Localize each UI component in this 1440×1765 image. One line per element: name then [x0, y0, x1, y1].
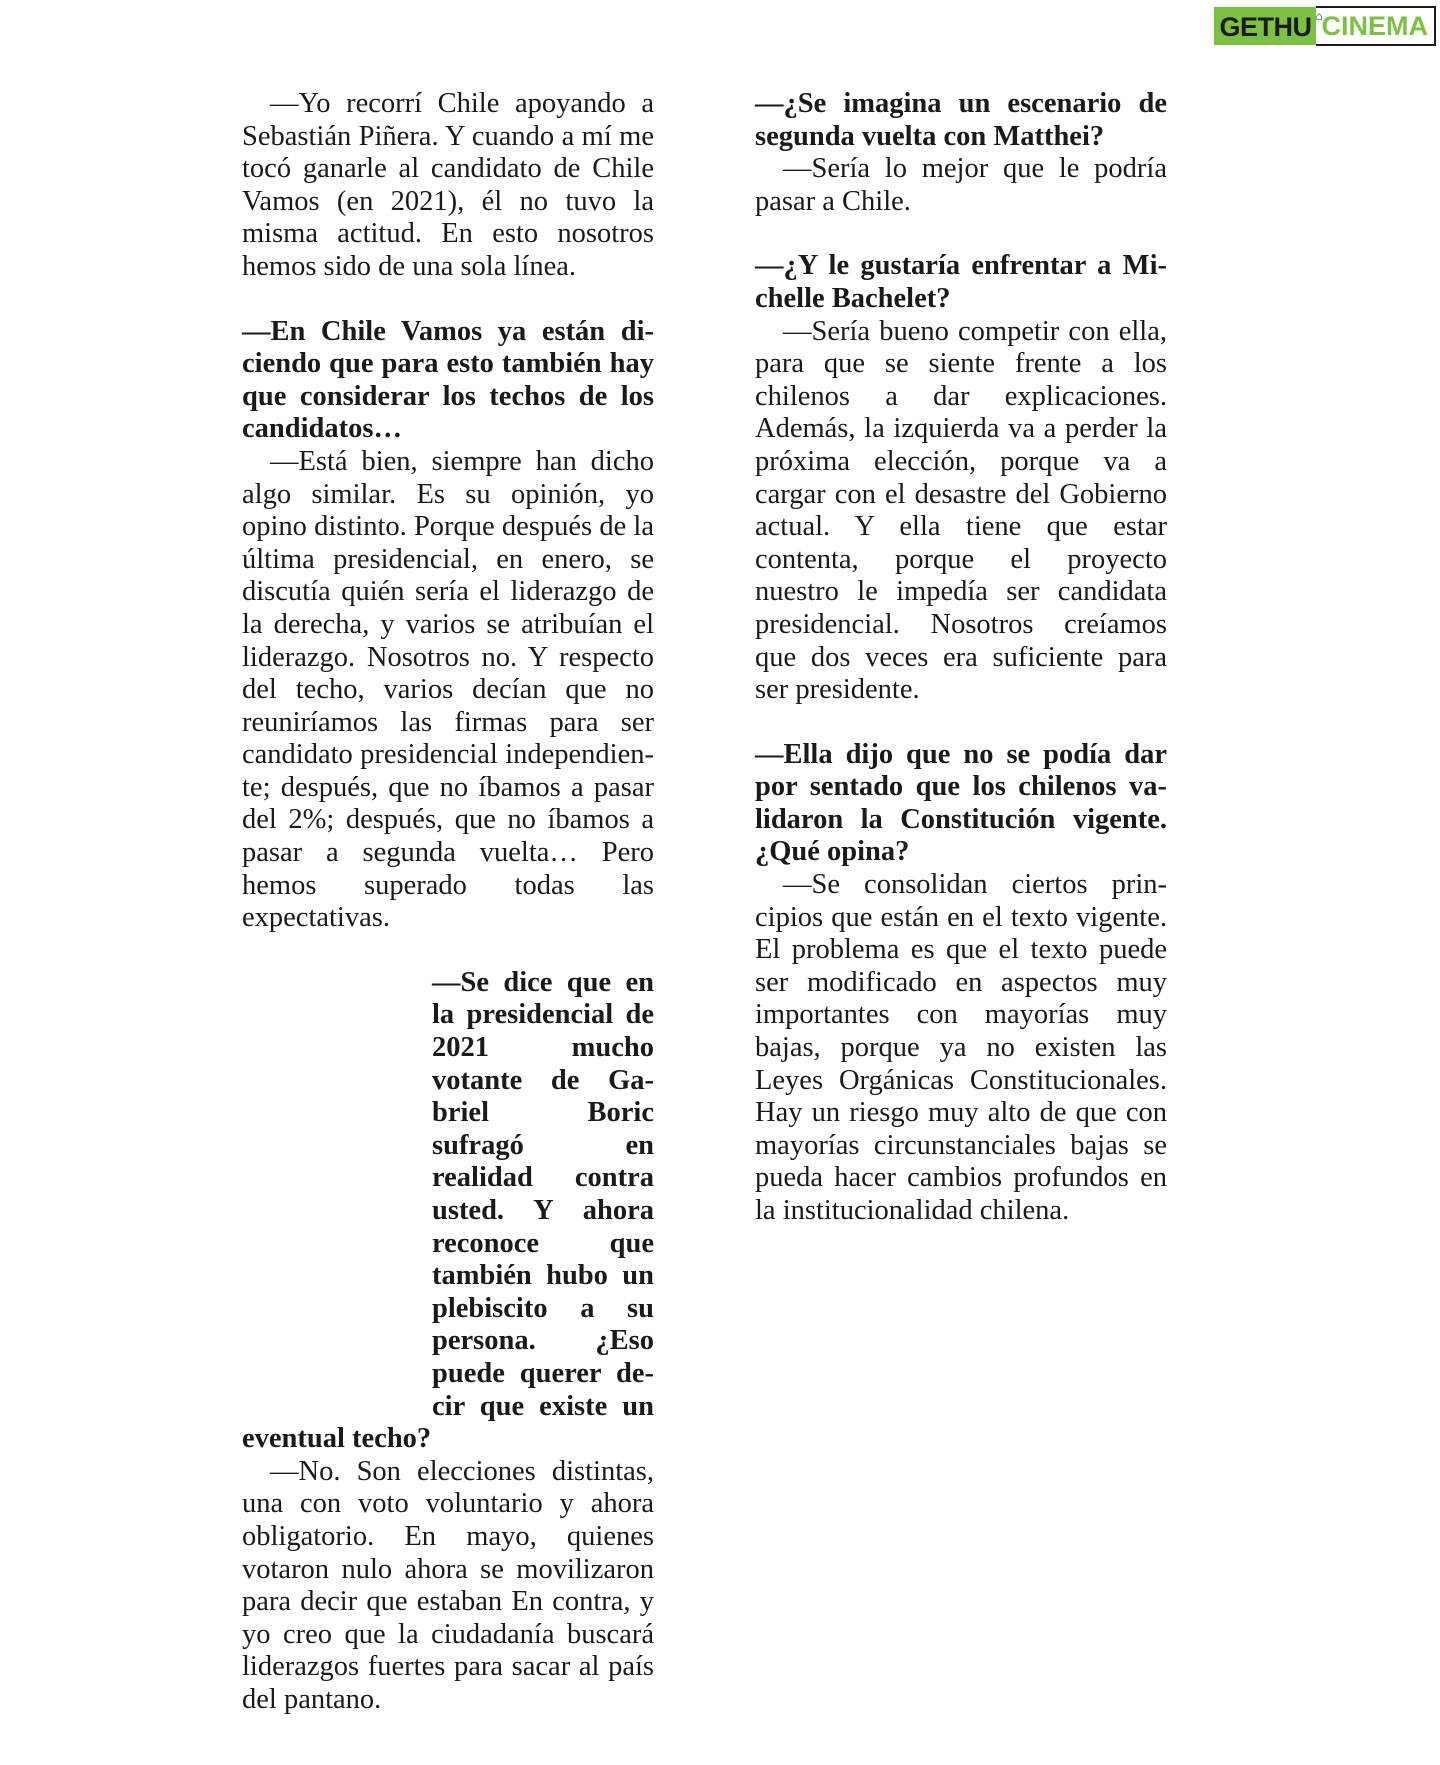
logo-part-2: [1316, 6, 1437, 46]
answer-paragraph: —Sería lo mejor que le podría pasar a Chile.: [755, 153, 1167, 217]
question-paragraph: —¿Y le gustaría enfrentar a Michelle Bachelet?: [755, 250, 1167, 314]
image-space: [242, 1065, 432, 1422]
question-paragraph: —En Chile Vamos ya están diciendo que para esto también hay que considerar los techos de los candidatos…: [242, 315, 654, 445]
answer-paragraph: —No. Son elecciones distintas, una con voto voluntario y ahora obligatorio. En mayo, quienes votaron nulo ahora se movilizaron para decir que estaban En contra, y yo creo que la ciudadanía buscará liderazgos fuertes para sacar al país del pantano.: [242, 1455, 654, 1715]
camera-icon: ⌂: [1315, 9, 1323, 23]
answer-paragraph: —Yo recorrí Chile apoyando a Sebastián Piñera. Y cuando a mí me tocó ganarle al candidato de Chile Vamos (en 2021), él no tuvo la misma actitud. En esto nosotros hemos sido de una sola línea.: [242, 88, 654, 282]
paragraph-gap: [242, 935, 654, 967]
question-paragraph: —¿Se imagina un escenario de segunda vuelta con Matthei?: [755, 88, 1167, 152]
answer-paragraph: —Se consolidan ciertos principios que están en el texto vigente. El problema es que el texto puede ser modificado en aspectos muy importantes con mayorías muy bajas, porque ya no existen las Leyes Orgánicas Constitucionales. Hay un riesgo muy alto de que con mayorías circunstanciales bajas se pueda hacer cambios profundos en la institucionalidad chilena.: [755, 869, 1167, 1226]
article-column-left: [242, 88, 654, 1717]
answer-paragraph: —Está bien, siempre han dicho algo similar. Es su opinión, yo opino distinto. Porque después de la última presidencial, en enero, se discutía quién sería el liderazgo de la derecha, y varios se atribuían el liderazgo. Nosotros no. Y respecto del techo, varios decían que no reuniríamos las firmas para ser candidato presidencial independiente; después, que no íbamos a pasar del 2%; después, que no íbamos a pasar a segunda vuelta… Pero hemos superado todas las expectativas.: [242, 445, 654, 934]
logo-part-2-text: CINEMA: [1321, 11, 1428, 41]
wrapped-text-block: [242, 967, 654, 1717]
logo-part-1: GETHU: [1214, 7, 1316, 45]
question-paragraph: —Ella dijo que no se podía dar por sentado que los chilenos validaron la Constitución vigente. ¿Qué opina?: [755, 738, 1167, 868]
gethucinema-watermark-logo: [1214, 6, 1437, 46]
article-column-right: [755, 88, 1167, 1228]
question-paragraph: —Se dice que en la presidencial de 2021 mucho votante de Gabriel Boric sufragó en realidad contra usted. Y ahora reconoce que también hubo un plebiscito a su persona. ¿Eso puede querer decir que existe un eventual techo?: [242, 966, 654, 1455]
answer-paragraph: —Sería bueno competir con ella, para que se siente frente a los chilenos a dar explicaciones. Además, la izquierda va a perder la próxima elección, porque va a cargar con el desastre del Gobierno actual. Y ella tiene que estar contenta, porque el proyecto nuestro le impedía ser candidata presidencial. Nosotros creíamos que dos veces era suficiente para ser presidente.: [755, 315, 1167, 706]
